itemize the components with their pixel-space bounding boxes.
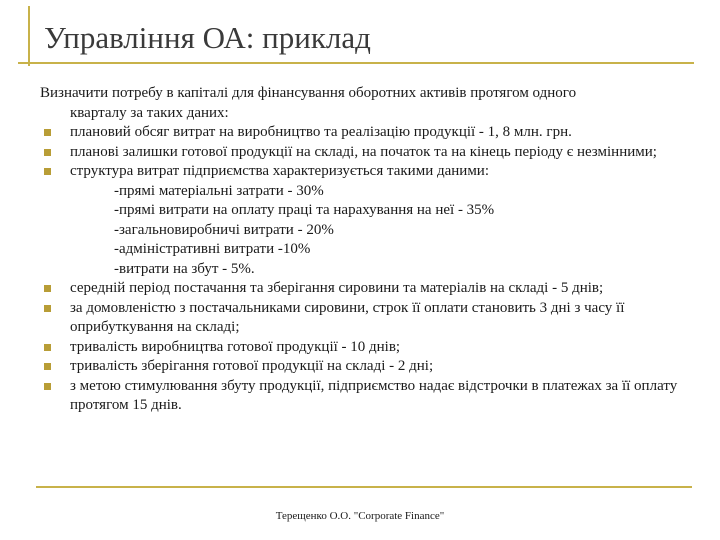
bullet-item xyxy=(40,279,680,299)
square-bullet-icon xyxy=(44,129,51,136)
cost-structure-item: -прямі матеріальні затрати - 30% xyxy=(114,182,324,199)
cost-structure-item: -витрати на збут - 5%. xyxy=(114,260,255,277)
intro-line-1: Визначити потребу в капіталі для фінансування оборотних активів протягом одного xyxy=(40,85,577,101)
intro-paragraph xyxy=(40,84,680,123)
slide-title: Управління ОА: приклад xyxy=(44,20,371,55)
slide-body xyxy=(40,84,680,416)
bullet-text: за домовленістю з постачальниками сировини, строк її оплати становить 3 дні з часу її оприбуткування на складі; xyxy=(70,299,625,335)
square-bullet-icon xyxy=(44,168,51,175)
cost-structure-item: -загальновиробничі витрати - 20% xyxy=(114,221,334,238)
bullet-item xyxy=(40,338,680,358)
square-bullet-icon xyxy=(44,383,51,390)
bullet-text: структура витрат підприємства характеризується такими даними: xyxy=(70,163,490,179)
bullet-text: плановий обсяг витрат на виробництво та реалізацію продукції - 1, 8 млн. грн. xyxy=(70,124,572,140)
bullet-text: тривалість виробництва готової продукції - 10 днів; xyxy=(70,338,401,355)
title-underline xyxy=(18,62,694,64)
bullet-item xyxy=(40,162,680,279)
title-vertical-rule xyxy=(28,6,30,66)
square-bullet-icon xyxy=(44,344,51,351)
bullet-text: планові залишки готової продукції на складі, на початок та на кінець періоду є незмінними; xyxy=(70,143,657,160)
slide-footer: Терещенко О.О. "Corporate Finance" xyxy=(275,510,445,522)
bullet-text: з метою стимулювання збуту продукції, підприємство надає відстрочки в платежах за її оплату протягом 15 днів. xyxy=(70,377,678,413)
cost-structure-item: -прямі витрати на оплату праці та нарахування на неї - 35% xyxy=(114,202,495,218)
bullet-item xyxy=(40,357,680,377)
bullet-item xyxy=(40,143,680,163)
bullet-list xyxy=(40,123,680,416)
intro-line-2: кварталу за таких даних: xyxy=(70,104,229,121)
bullet-text: тривалість зберігання готової продукції на складі - 2 дні; xyxy=(70,358,434,374)
square-bullet-icon xyxy=(44,363,51,370)
bullet-item xyxy=(40,377,680,416)
bullet-item xyxy=(40,123,680,143)
bullet-item xyxy=(40,299,680,338)
square-bullet-icon xyxy=(44,149,51,156)
footer-rule xyxy=(36,486,692,488)
bullet-text: середній період постачання та зберігання сировини та матеріалів на складі - 5 днів; xyxy=(70,280,604,296)
cost-structure-item: -адміністративні витрати -10% xyxy=(114,241,311,257)
square-bullet-icon xyxy=(44,285,51,292)
square-bullet-icon xyxy=(44,305,51,312)
